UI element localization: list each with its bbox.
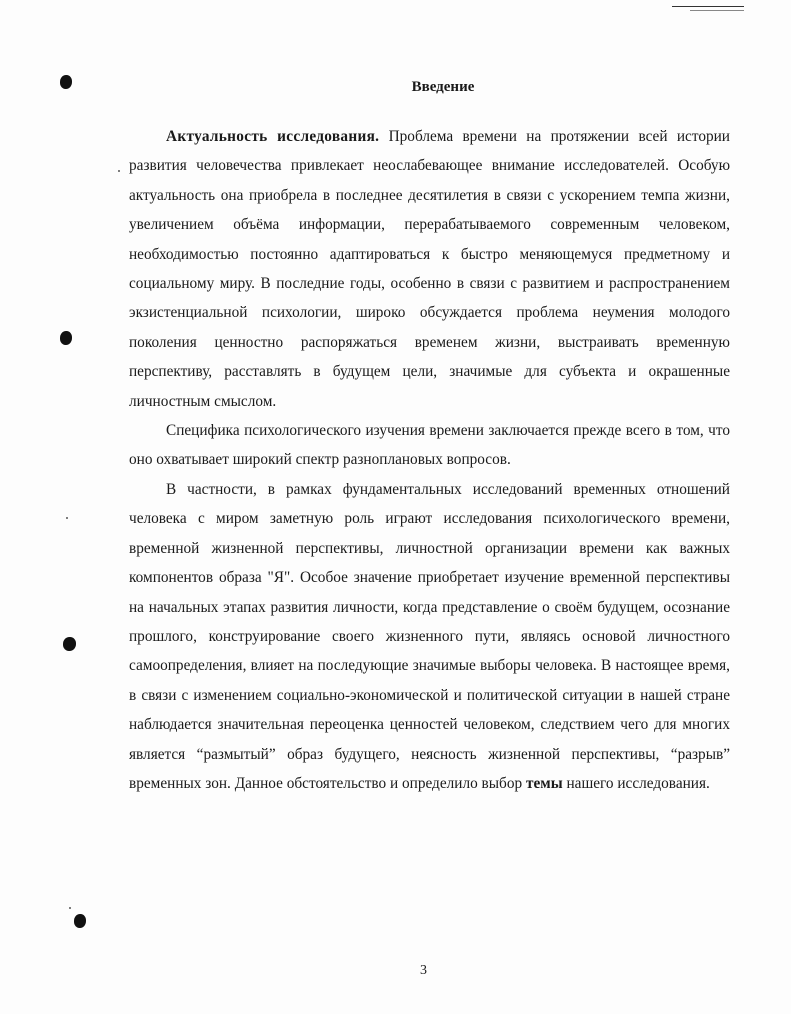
scan-speck <box>66 517 68 519</box>
scan-artifact-line <box>690 10 744 11</box>
paragraph-details <box>129 475 730 798</box>
scan-artifact-line <box>672 6 744 7</box>
paragraph-relevance <box>129 122 730 416</box>
scan-speck <box>69 907 71 909</box>
punch-hole-mark <box>63 637 76 651</box>
emphasized-word: темы <box>525 774 563 792</box>
paragraph-lead-heading: Актуальность исследования. <box>166 128 380 145</box>
document-body <box>129 122 730 798</box>
paragraph-text: Проблема времени на протяжении всей истории развития человечества привлекает неослабевающее внимание исследователей. Особую актуальность она приобрела в последнее десятилетия в связи с ускорением темпа жизни, увеличением объёма информации, перерабатываемого современным человеком, необходимостью постоянно адаптироваться к быстро меняющемуся предметному и социальному миру. В последние годы, особенно в связи с развитием и распространением экзистенциальной психологии, широко обсуждается проблема неумения молодого поколения ценностно распоряжаться временем жизни, выстраивать временную перспективу, расставлять в будущем цели, значимые для субъекта и окрашенные личностным смыслом. <box>129 128 730 410</box>
paragraph-text: нашего исследования. <box>562 774 710 792</box>
page-number: 3 <box>420 963 427 978</box>
page-title: Введение <box>411 79 475 96</box>
punch-hole-mark <box>60 331 72 345</box>
paragraph-specificity: Специфика психологического изучения времени заключается прежде всего в том, что оно охватывает широкий спектр разноплановых вопросов. <box>129 422 730 469</box>
punch-hole-mark <box>74 914 86 928</box>
paragraph-text: В частности, в рамках фундаментальных исследований временных отношений человека с миром заметную роль играют исследования психологического времени, временной жизненной перспективы, личностной организации времени как важных компонентов образа "Я". Особое значение приобретает изучение временной перспективы на начальных этапах развития личности, когда представление о своём будущем, осознание прошлого, конструирование своего жизненного пути, являясь основой личностного самоопределения, влияет на последующие значимые выборы человека. В настоящее время, в связи с изменением социально-экономической и политической ситуации в нашей стране наблюдается значительная переоценка ценностей человеком, следствием чего для многих является “размытый” образ будущего, неясность жизненной перспективы, “разрыв” временных зон. Данное обстоятельство и определило выбор <box>129 480 730 792</box>
scan-speck <box>118 170 120 172</box>
